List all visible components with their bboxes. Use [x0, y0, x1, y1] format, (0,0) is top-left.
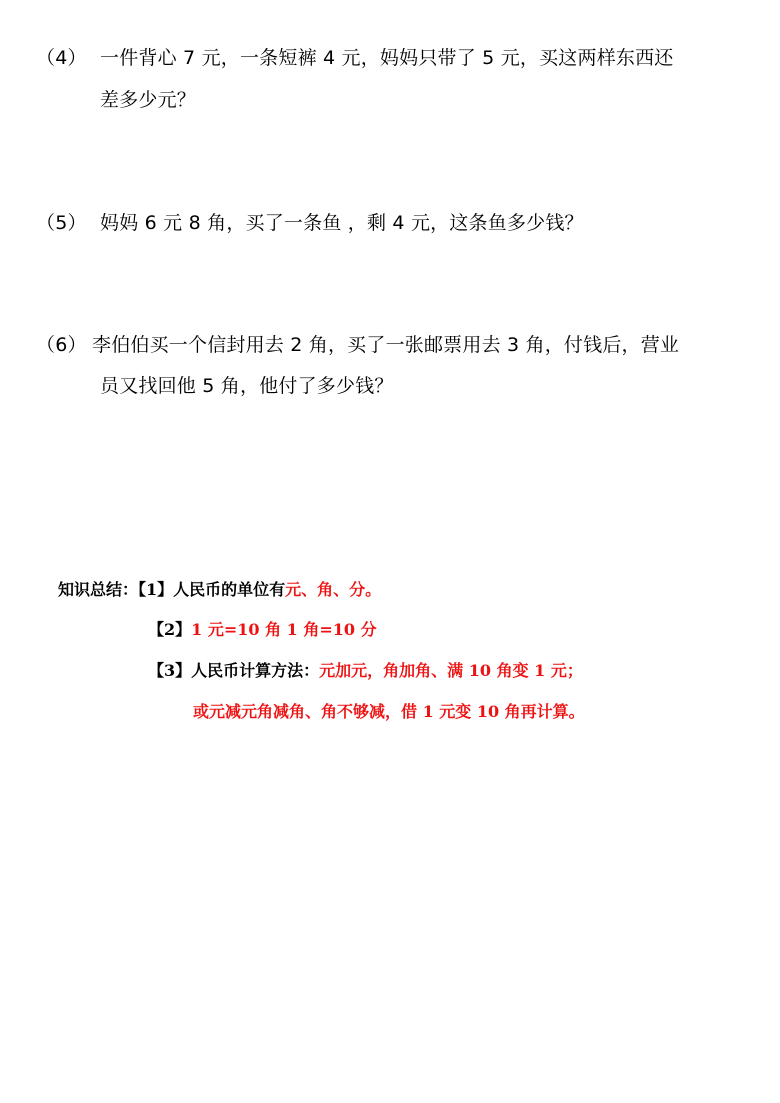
question-6-line-1: 李伯伯买一个信封用去 2 角，买了一张邮票用去 3 角，付钱后，营业	[92, 334, 680, 356]
summary-item-3-marker: 【3】	[148, 661, 192, 680]
summary-line-4: 或元减元角减角、角不够减，借 1 元变 10 角再计算。	[193, 702, 585, 721]
question-4-line-1: 一件背心 7 元，一条短裤 4 元，妈妈只带了 5 元，买这两样东西还	[100, 47, 674, 69]
question-4-line-2: 差多少元？	[100, 89, 197, 111]
question-6-line-2: 员又找回他 5 角，他付了多少钱？	[100, 375, 394, 397]
summary-heading: 知识总结：	[58, 580, 139, 599]
summary-line-1	[58, 581, 381, 599]
summary-item-2-marker: 【2】	[148, 620, 192, 639]
question-4-number: （4）	[36, 47, 87, 69]
summary-item-1-marker: 【1】	[138, 580, 174, 599]
summary-line-3	[148, 662, 583, 680]
summary-item-3-highlight: 元加元，角加角、满 10 角变 1 元；	[319, 661, 583, 680]
question-6-number: （6）	[36, 334, 87, 356]
summary-item-2-highlight: 1 元=10 角 1 角=10 分	[191, 620, 377, 639]
summary-item-3-text: 人民币计算方法：	[191, 661, 320, 680]
summary-line-2	[148, 621, 377, 639]
summary-item-1-highlight: 元、角、分。	[285, 580, 382, 599]
question-5-line-1: 妈妈 6 元 8 角，买了一条鱼 ，剩 4 元，这条鱼多少钱？	[100, 212, 584, 234]
question-5-number: （5）	[36, 212, 87, 234]
summary-item-1-text: 人民币的单位有	[173, 580, 286, 599]
